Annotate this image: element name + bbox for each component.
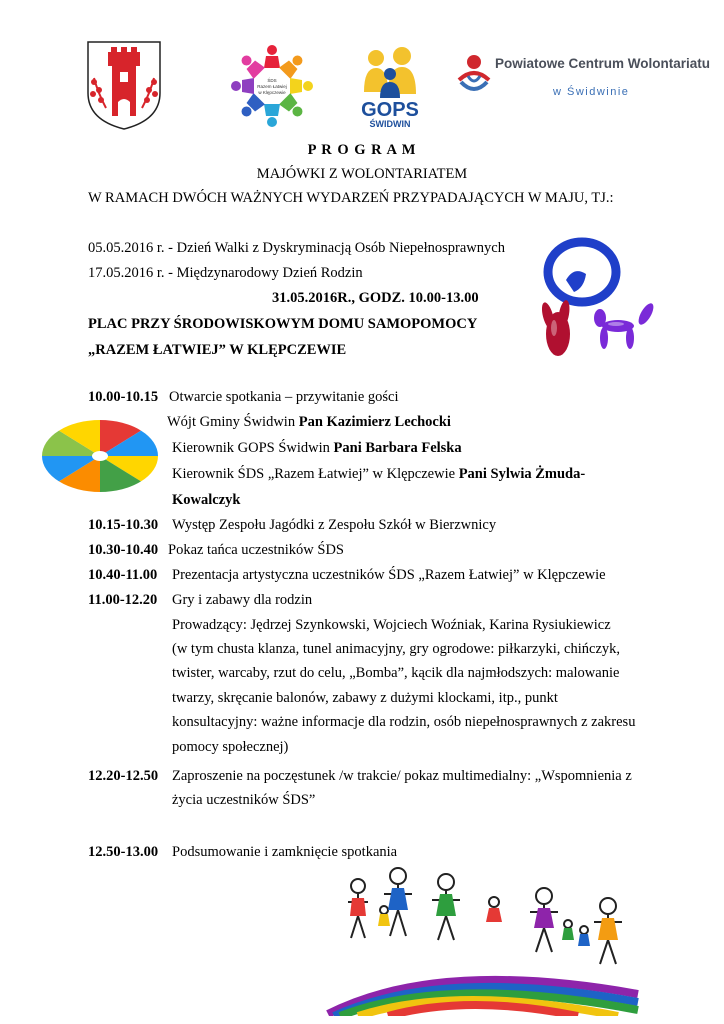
guest-line-sds: Kierownik ŚDS „Razem Łatwiej” w Klępczewie Pani Sylwia Żmuda-: [172, 466, 586, 482]
pcw-subtitle: w Świdwinie: [553, 86, 630, 98]
guest-line-sds-cont: Kowalczyk: [172, 492, 241, 508]
schedule-text-5: Gry i zabawy dla rodzin: [172, 592, 313, 608]
event-line-1: 05.05.2016 r. - Dzień Walki z Dyskryminacją Osób Niepełnosprawnych: [88, 240, 505, 256]
sds-people-ring-logo: [227, 42, 317, 130]
pcw-logo: [455, 52, 711, 112]
svg-text:ŚDS: ŚDS: [267, 78, 277, 83]
program-heading: P R O G R A M: [307, 142, 417, 158]
schedule-text-4: Prezentacja artystyczna uczestników ŚDS „Razem Łatwiej” w Klępczewie: [172, 567, 606, 583]
schedule-6-line-2: życia uczestników ŚDS”: [172, 792, 316, 808]
event-line-2: 17.05.2016 r. - Międzynarodowy Dzień Rodzin: [88, 265, 363, 281]
schedule-time-1: 10.00-10.15: [88, 389, 159, 405]
date-time: 31.05.2016R., GODZ. 10.00-13.00: [272, 290, 479, 306]
parachute-image: [40, 416, 160, 496]
guest-line-wojt: Wójt Gminy Świdwin Pan Kazimierz Lechocki: [167, 414, 451, 430]
schedule-time-6: 12.20-12.50: [88, 768, 159, 784]
schedule-time-3: 10.30-10.40: [88, 542, 159, 558]
coat-of-arms-logo: [84, 38, 164, 132]
schedule-time-5: 11.00-12.20: [88, 592, 158, 608]
page-title: MAJÓWKI Z WOLONTARIATEM: [256, 166, 468, 182]
balloon-animals-image: [530, 230, 670, 380]
schedule-5-line-5: twarzy, skręcanie balonów, zabawy z dużymi klockami, itp., punkt: [172, 690, 558, 706]
schedule-text-2: Występ Zespołu Jagódki z Zespołu Szkół w Bierzwnicy: [172, 517, 497, 533]
schedule-5-line-3: (w tym chusta klanza, tunel animacyjny, gry ogrodowe: piłkarzyki, chińczyk,: [172, 641, 621, 657]
intro-text: W RAMACH DWÓCH WAŻNYCH WYDARZEŃ PRZYPADAJĄCYCH W MAJU, TJ.:: [88, 190, 614, 206]
schedule-text-6: Zaproszenie na poczęstunek /w trakcie/ pokaz multimedialny: „Wspomnienia z: [172, 768, 632, 784]
schedule-time-4: 10.40-11.00: [88, 567, 158, 583]
guest-line-gops: Kierownik GOPS Świdwin Pani Barbara Felska: [172, 440, 462, 456]
svg-text:w Klępczewie: w Klępczewie: [258, 90, 286, 95]
pcw-title: Powiatowe Centrum Wolontariatu: [495, 56, 711, 71]
place-line-2: „RAZEM ŁATWIEJ” W KLĘPCZEWIE: [88, 342, 347, 358]
gops-label: GOPS: [361, 99, 419, 121]
schedule-time-2: 10.15-10.30: [88, 517, 159, 533]
schedule-text-7: Podsumowanie i zamknięcie spotkania: [172, 844, 398, 860]
schedule-5-line-6: konsultacyjny: ważne informacje dla rodzin, osób niepełnosprawnych z zakresu: [172, 714, 636, 730]
schedule-5-line-2: Prowadzący: Jędrzej Szynkowski, Wojciech Woźniak, Karina Rysiukiewicz: [172, 617, 611, 633]
schedule-5-line-4: twister, warcaby, rzut do celu, „Bomba”, kącik dla najmłodszych: malowanie: [172, 665, 620, 681]
svg-text:Razem Łatwiej: Razem Łatwiej: [257, 84, 287, 89]
schedule-time-7: 12.50-13.00: [88, 844, 159, 860]
gops-logo: [356, 42, 424, 130]
schedule-text-1: Otwarcie spotkania – przywitanie gości: [169, 389, 399, 405]
place-line-1: PLAC PRZY ŚRODOWISKOWYM DOMU SAMOPOMOCY: [88, 316, 478, 332]
schedule-5-line-7: pomocy społecznej): [172, 739, 289, 755]
gops-sub: ŚWIDWIN: [369, 119, 411, 129]
children-drawing-image: [318, 866, 648, 1016]
schedule-text-3: Pokaz tańca uczestników ŚDS: [168, 542, 344, 558]
